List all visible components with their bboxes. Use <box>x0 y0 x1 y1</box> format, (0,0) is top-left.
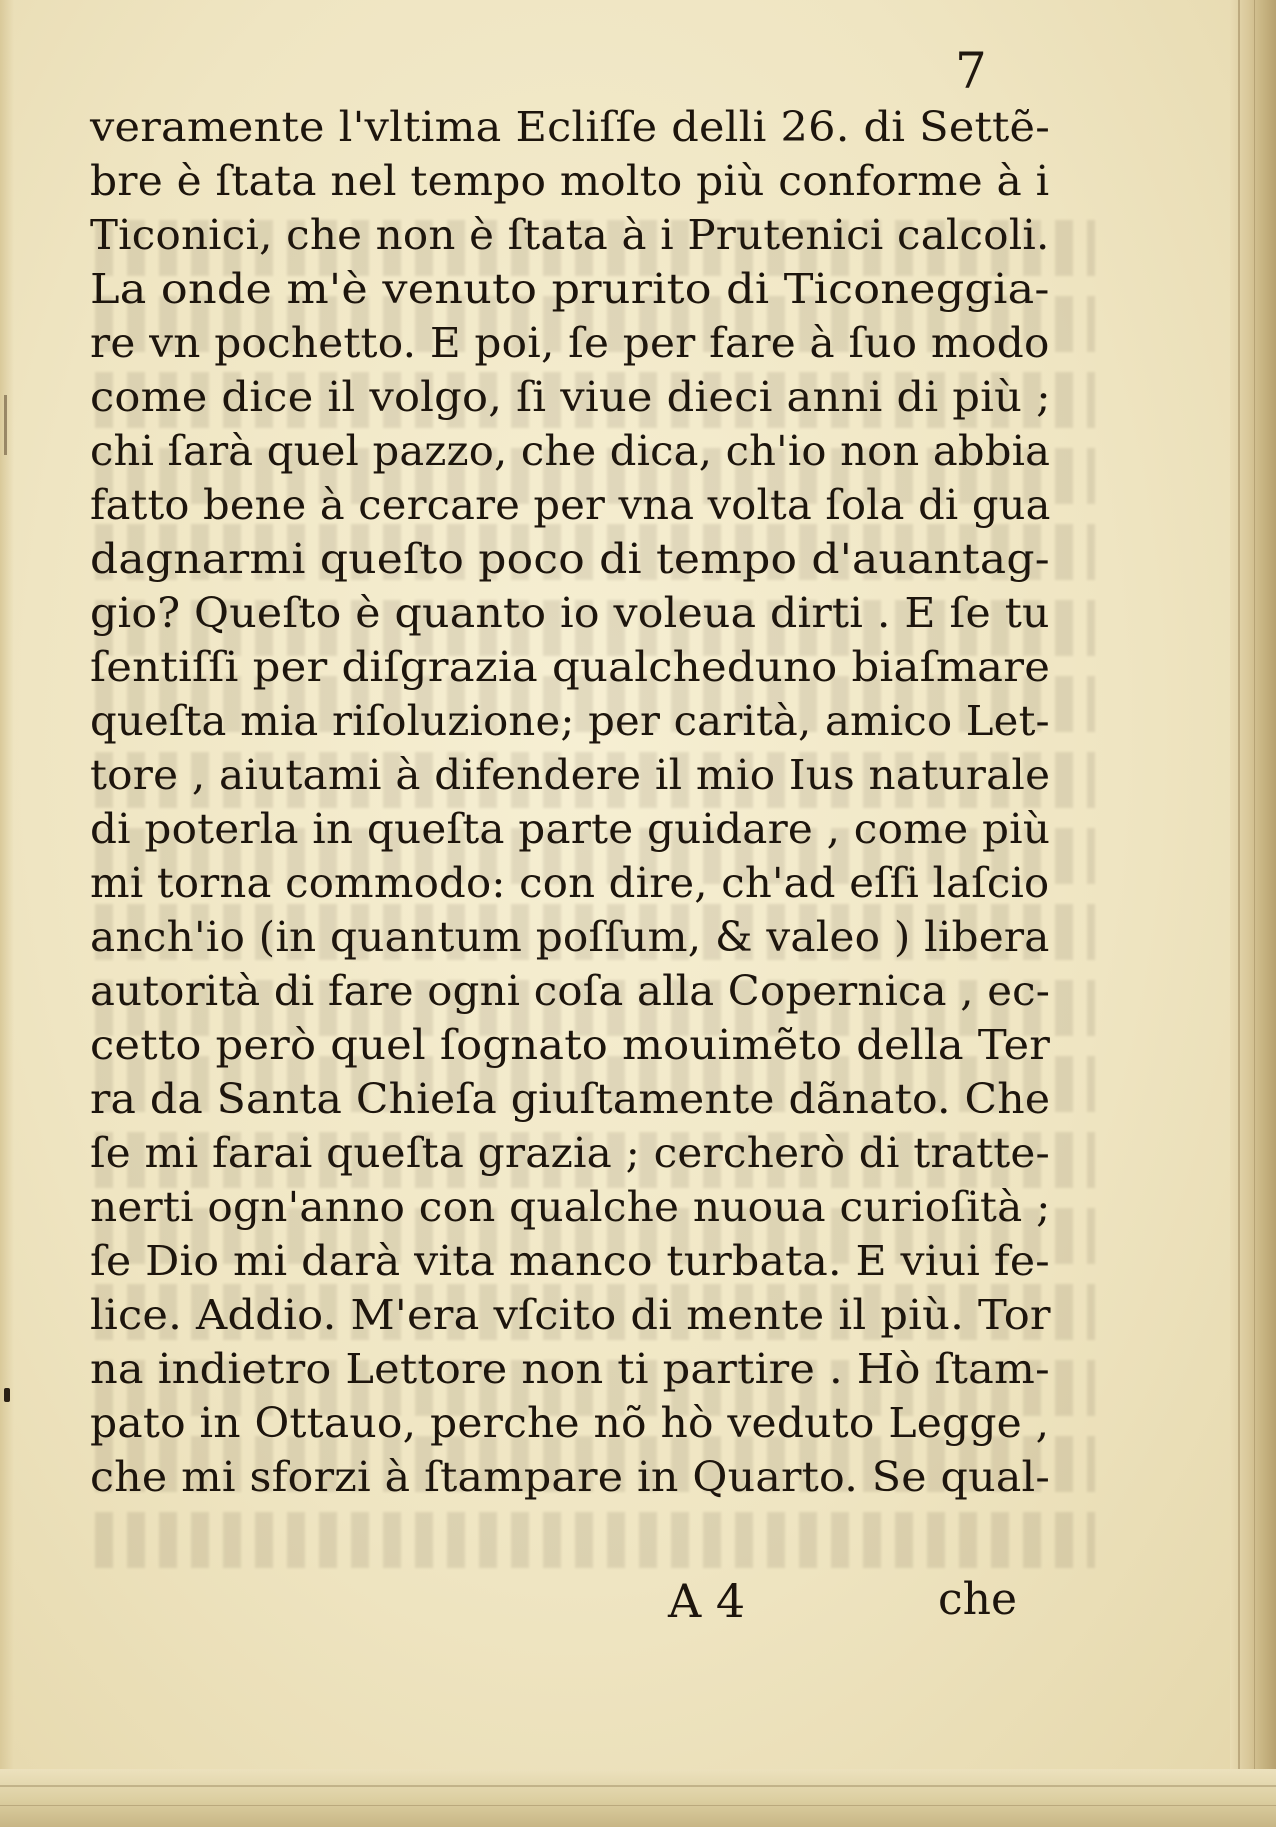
text-block <box>90 100 1070 1504</box>
text-line: nerti ogn'anno con qualche nuoua curioſità ; <box>90 1183 1051 1231</box>
right-page-edges <box>1230 0 1276 1827</box>
text-line: Ticonici, che non è ſtata à i Prutenici calcoli. <box>90 211 1050 259</box>
page-number: 7 <box>955 42 987 100</box>
text-line: di poterla in queſta parte guidare , come più <box>90 805 1051 853</box>
text-line: ſentiſſi per diſgrazia qualcheduno biaſmare <box>90 643 1051 691</box>
text-line: tore , aiutami à difendere il mio Ius naturale <box>90 751 1051 799</box>
text-line: dagnarmi queſto poco di tempo d'auantag- <box>90 535 1050 583</box>
signature-mark: A 4 <box>668 1574 746 1628</box>
text-line: La onde m'è venuto prurito di Ticoneggia- <box>90 265 1050 313</box>
left-binding-edge <box>0 0 14 1827</box>
text-line: pato in Ottauo, perche nõ hò veduto Legge , <box>90 1399 1050 1447</box>
text-line: anch'io (in quantum poſſum, & valeo ) libera <box>90 913 1050 961</box>
text-line: queſta mia riſoluzione; per carità, amico Let- <box>90 697 1050 745</box>
text-line: mi torna commodo: con dire, ch'ad eſſi laſcio <box>90 859 1050 907</box>
text-line: veramente l'vltima Ecliſſe delli 26. di Settẽ- <box>90 103 1051 151</box>
text-line: fatto bene à cercare per vna volta ſola di gua <box>90 481 1051 529</box>
bottom-page-edges <box>0 1769 1276 1827</box>
text-line: autorità di fare ogni coſa alla Copernica , ec- <box>90 967 1051 1015</box>
text-line: che mi sforzi à ſtampare in Quarto. Se qual- <box>90 1453 1051 1501</box>
margin-ink-mark <box>4 1388 10 1402</box>
text-line: re vn pochetto. E poi, ſe per fare à ſuo modo <box>90 319 1050 367</box>
text-line: na indietro Lettore non ti partire . Hò ſtam- <box>90 1345 1050 1393</box>
text-line: bre è ſtata nel tempo molto più conforme à i <box>90 157 1050 205</box>
margin-stain <box>4 395 7 455</box>
text-line: ſe mi farai queſta grazia ; cercherò di tratte- <box>90 1129 1050 1177</box>
catchword: che <box>938 1574 1018 1625</box>
text-line: gio? Queſto è quanto io voleua dirti . E ſe tu <box>90 589 1050 637</box>
text-line: come dice il volgo, ſi viue dieci anni di più ; <box>90 373 1051 421</box>
text-line: ſe Dio mi darà vita manco turbata. E viui fe- <box>90 1237 1050 1285</box>
text-line: lice. Addio. M'era vſcito di mente il più. Tor <box>90 1291 1051 1339</box>
text-line: ra da Santa Chieſa giuſtamente dãnato. Che <box>90 1075 1051 1123</box>
text-line: chi ſarà quel pazzo, che dica, ch'io non abbia <box>90 427 1051 475</box>
text-line: cetto però quel ſognato mouimẽto della Ter <box>90 1021 1051 1069</box>
